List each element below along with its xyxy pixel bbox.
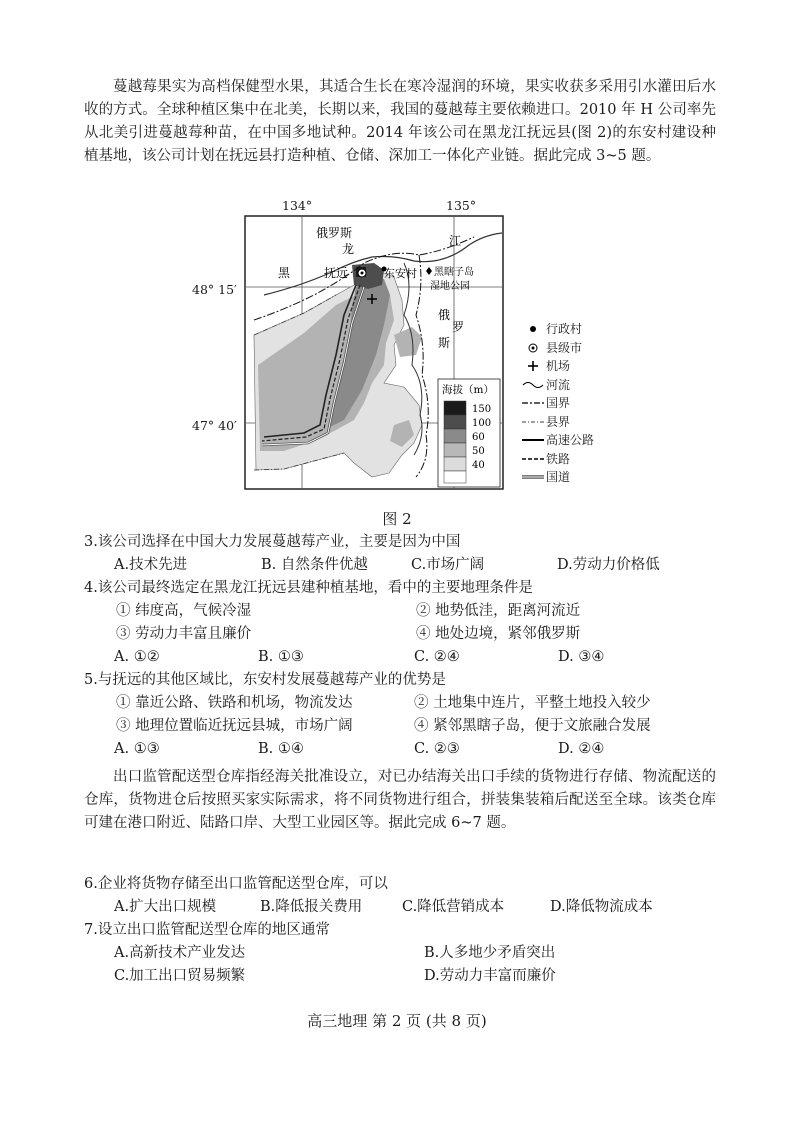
- expressway-icon: [522, 435, 544, 445]
- question-5-items-row1: [116, 692, 651, 715]
- elevation-60: 60: [472, 432, 485, 443]
- legend-row-national-road: 国道: [522, 468, 594, 487]
- legend-row-national-border: 国界: [522, 394, 594, 413]
- label-hei: 黑: [278, 266, 291, 280]
- q5-item-3: ③ 地理位置临近抚远县城，市场广阔: [116, 718, 353, 734]
- q7-option-d[interactable]: D.劳动力丰富而廉价: [424, 968, 556, 984]
- county-border-icon: [522, 417, 544, 427]
- question-3-options: [114, 554, 660, 577]
- q3-option-a[interactable]: A.技术先进: [114, 557, 188, 573]
- q5-item-1: ① 靠近公路、铁路和机场，物流发达: [116, 695, 353, 711]
- q5-item-4: ④ 紧邻黑瞎子岛，便于文旅融合发展: [414, 718, 651, 734]
- q3-option-d[interactable]: D.劳动力价格低: [557, 557, 660, 573]
- q6-option-a[interactable]: A.扩大出口规模: [114, 899, 217, 915]
- question-3-stem: 3.该公司选择在中国大力发展蔓越莓产业，主要是因为中国: [84, 534, 461, 550]
- elevation-40: 40: [472, 460, 485, 471]
- label-wetland-park: 湿地公园: [430, 281, 470, 292]
- label-long: 龙: [342, 242, 355, 256]
- legend-row-railway: 铁路: [522, 450, 594, 469]
- q5-item-2: ② 土地集中连片，平整土地投入较少: [414, 695, 651, 711]
- question-4-items-row1: [116, 600, 580, 623]
- label-russia-east-1: 俄: [438, 308, 451, 322]
- question-7-stem: 7.设立出口监管配送型仓库的地区通常: [84, 922, 330, 938]
- q3-option-c[interactable]: C.市场广阔: [411, 557, 485, 573]
- map-svg: [244, 215, 504, 490]
- question-7-options-row2: [114, 965, 556, 988]
- railway-icon: [522, 454, 544, 464]
- page-footer: 高三地理 第 2 页 (共 8 页): [307, 1012, 487, 1030]
- elevation-150: 150: [472, 404, 492, 415]
- national-border-icon: [522, 398, 544, 408]
- legend-row-expressway: 高速公路: [522, 431, 594, 450]
- q4-option-b[interactable]: B. ①③: [258, 649, 304, 665]
- county-city-icon: [522, 342, 544, 354]
- longitude-label-135: 135°: [446, 198, 477, 213]
- q6-option-d[interactable]: D.降低物流成本: [550, 899, 653, 915]
- legend-row-county-city: 县级市: [522, 339, 594, 358]
- intro-paragraph-warehouse: 出口监管配送型仓库指经海关批准设立，对已办结海关出口手续的货物进行存储、物流配送的仓库，货物进仓后按照买家实际需求，将不同货物进行组合，拼装集装箱后配送至全球。该类仓库可建在港口附近、陆路口岸、大型工业园区等。据此完成 6~7 题。: [84, 769, 716, 831]
- q5-option-b[interactable]: B. ①④: [258, 741, 304, 757]
- q4-item-3: ③ 劳动力丰富且廉价: [116, 626, 252, 642]
- question-6-stem: 6.企业将货物存储至出口监管配送型仓库，可以: [84, 876, 388, 892]
- legend-row-airport: 机场: [522, 357, 594, 376]
- q7-option-a[interactable]: A.高新技术产业发达: [114, 945, 246, 961]
- label-jiang: 江: [449, 234, 462, 248]
- q6-option-b[interactable]: B.降低报关费用: [260, 899, 363, 915]
- q4-option-a[interactable]: A. ①②: [114, 649, 160, 665]
- label-russia-north: 俄罗斯: [316, 226, 353, 240]
- question-4-items-row2: [116, 623, 580, 646]
- elevation-legend: [438, 379, 500, 487]
- intro-paragraph-cranberry: 蔓越莓果实为高档保健型水果，其适合生长在寒冷湿润的环境，果实收获多采用引水灌田后水收的方式。全球种植区集中在北美，长期以来，我国的蔓越莓主要依赖进口。2010 年 H 公司率先从北美引进蔓越莓种苗，在中国多地试种。2014 年该公司在黑龙江抚远县(图 2)的东安村建设种植基地，该公司计划在抚远县打造种植、仓储、深加工一体化产业链。据此完成 3~5 题。: [84, 79, 716, 164]
- map-figure-fuyuan: [244, 215, 504, 490]
- national-road-icon: [522, 472, 544, 482]
- elevation-legend-title: 海拔（m）: [442, 384, 494, 396]
- q7-option-b[interactable]: B.人多地少矛盾突出: [424, 945, 556, 961]
- q5-option-d[interactable]: D. ②④: [558, 741, 605, 757]
- q3-option-b[interactable]: B. 自然条件优越: [261, 557, 368, 573]
- elevation-50: 50: [472, 446, 485, 457]
- legend-row-river: 河流: [522, 376, 594, 395]
- label-dongan: 东安村: [384, 267, 417, 280]
- label-heixiazi: 黑瞎子岛: [434, 267, 474, 278]
- question-4-options: [114, 646, 604, 669]
- question-6-options: [114, 896, 653, 919]
- q6-option-c[interactable]: C.降低营销成本: [402, 899, 505, 915]
- q5-option-a[interactable]: A. ①③: [114, 741, 160, 757]
- latitude-label-48-15: 48° 15′: [192, 282, 237, 297]
- legend-row-county-border: 县界: [522, 413, 594, 432]
- question-5-stem: 5.与抚远的其他区域比，东安村发展蔓越莓产业的优势是: [84, 672, 446, 688]
- latitude-label-47-40: 47° 40′: [192, 418, 237, 433]
- question-5-options: [114, 738, 604, 761]
- question-5-items-row2: [116, 715, 651, 738]
- q4-item-2: ② 地势低洼，距离河流近: [416, 603, 581, 619]
- river-icon: [522, 380, 544, 390]
- airport-icon: [522, 360, 544, 372]
- longitude-label-134: 134°: [282, 198, 313, 213]
- question-7-options-row1: [114, 942, 555, 965]
- figure-caption: 图 2: [382, 510, 412, 528]
- q5-option-c[interactable]: C. ②③: [414, 741, 460, 757]
- elevation-100: 100: [472, 418, 492, 429]
- q4-option-c[interactable]: C. ②④: [414, 649, 460, 665]
- legend-row-village: 行政村: [522, 320, 594, 339]
- q4-option-d[interactable]: D. ③④: [558, 649, 605, 665]
- q4-item-1: ① 纬度高，气候冷湿: [116, 603, 252, 619]
- label-russia-east-2: 罗: [452, 320, 465, 334]
- label-russia-east-3: 斯: [438, 336, 451, 350]
- question-4-stem: 4.该公司最终选定在黑龙江抚远县建种植基地，看中的主要地理条件是: [84, 580, 533, 596]
- village-icon: [522, 323, 544, 335]
- map-legend: [522, 320, 594, 487]
- label-fuyuan: 抚远: [324, 266, 349, 280]
- q7-option-c[interactable]: C.加工出口贸易频繁: [114, 968, 246, 984]
- q4-item-4: ④ 地处边境，紧邻俄罗斯: [416, 626, 581, 642]
